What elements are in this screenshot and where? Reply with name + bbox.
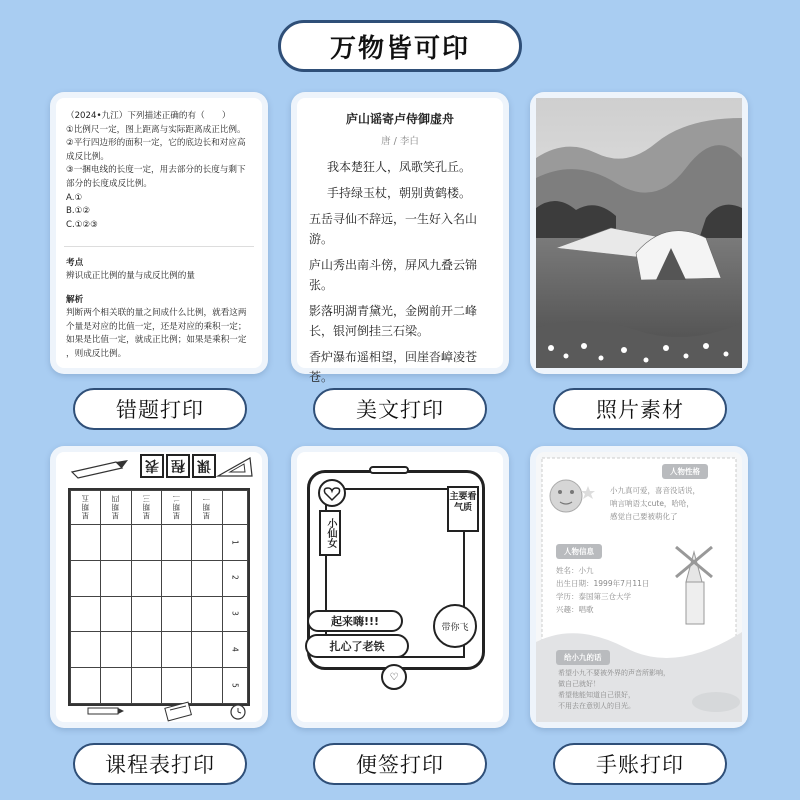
pencil-icon	[70, 458, 130, 478]
period-cell: 3	[222, 596, 247, 632]
poem-title: 庐山谣寄卢侍御虚舟	[345, 112, 454, 126]
pen-icon	[86, 704, 126, 718]
card-wrong-questions[interactable]	[50, 92, 268, 374]
poem-line: 我本楚狂人，凤歌笑孔丘。	[326, 160, 471, 174]
label-notes[interactable]: 便签打印	[313, 743, 487, 785]
corner-cell	[222, 491, 247, 525]
poem-line: 手持绿玉杖，朝别黄鹤楼。	[326, 186, 471, 200]
photo-frame	[536, 98, 742, 368]
question-line: ①比例尺一定，图上距离与实际距离成正比例。	[66, 124, 246, 135]
text-line: 出生日期：1999年7月11日	[556, 579, 650, 588]
label-articles[interactable]: 美文打印	[313, 388, 487, 430]
card-photos[interactable]	[530, 92, 748, 374]
circle-badge: 带你飞	[433, 604, 477, 648]
day-header: 星期五	[71, 491, 101, 525]
schedule-title	[140, 454, 216, 478]
day-header: 星期二	[161, 491, 191, 525]
card-journal[interactable]	[530, 446, 748, 728]
schedule-grid	[68, 488, 250, 706]
schedule-sheet	[56, 452, 262, 722]
day-header: 星期四	[101, 491, 131, 525]
schedule-title-char: 程	[166, 454, 190, 478]
question-line: 部分的长度成反比例。	[66, 178, 152, 189]
question-line: （2024•九江）下列描述正确的有（ ）	[66, 111, 231, 121]
period-cell: 1	[222, 525, 247, 561]
analysis-line: 个量是对应的比值一定，还是对应的乘积一定；	[66, 321, 247, 332]
card-notes[interactable]	[291, 446, 509, 728]
text-line: 希望他能知道自己很好，	[558, 691, 635, 699]
question-line: ③一捆电线的长度一定，用去部分的长度与剩下	[66, 165, 246, 176]
period-cell: 5	[222, 668, 247, 704]
section-heading: 给小九的话	[556, 650, 610, 665]
period-cell: 2	[222, 560, 247, 596]
schedule-title-char: 课	[192, 454, 216, 478]
label-journal[interactable]: 手账打印	[553, 743, 727, 785]
landscape-photo	[536, 98, 742, 368]
question-option: C.①②③	[66, 219, 98, 230]
question-option: B.①②	[66, 206, 91, 217]
section-text	[556, 564, 649, 616]
clock-icon	[228, 702, 248, 720]
journal-sheet	[536, 452, 742, 722]
schedule-table	[70, 490, 248, 704]
phone-speaker	[369, 466, 409, 474]
text-line: 姓名：小九	[556, 566, 594, 575]
question-option: A.①	[66, 192, 83, 203]
card-schedule[interactable]	[50, 446, 268, 728]
point-body: 辨识成正比例的量与成反比例的量	[66, 271, 195, 282]
text-line: 学历：泰国第三仓大学	[556, 592, 631, 601]
label-wrong-questions[interactable]: 错题打印	[73, 388, 247, 430]
point-heading: 考点	[66, 258, 84, 269]
analysis-heading: 解析	[66, 294, 84, 305]
section-text	[558, 668, 670, 712]
home-button: ♡	[381, 664, 407, 690]
poem-sheet	[297, 98, 503, 384]
notes-sheet	[297, 452, 503, 722]
ruler-icon	[216, 456, 254, 478]
top-tag: 主要看气质	[447, 486, 479, 532]
divider	[64, 246, 254, 247]
poem-line: 影落明湖青黛光，金阙前开二峰长，银河倒挂三石梁。	[309, 304, 478, 338]
poem-line: 庐山秀出南斗傍，屏风九叠云锦张。	[309, 258, 478, 292]
analysis-line: 判断两个相关联的量之间成什么比例，就看这两	[66, 307, 247, 318]
card-articles[interactable]	[291, 92, 509, 384]
page-title: 万物皆可印	[278, 20, 522, 72]
section-heading: 人物性格	[662, 464, 708, 479]
speech-bubble: 起来嗨!!!	[307, 610, 403, 632]
schedule-title-char: 表	[140, 454, 164, 478]
section-heading: 人物信息	[556, 544, 602, 559]
side-tag: 小仙女	[319, 510, 341, 556]
text-line: 做自己就好！	[558, 680, 600, 688]
text-line: 呐言呐语太cute，哈哈，	[610, 499, 694, 508]
analysis-line: 如果是比值一定，就成正比例；如果是乘积一定	[66, 335, 247, 346]
text-line: 不用去在意别人的目光。	[558, 702, 635, 710]
question-line: 成反比例。	[66, 151, 109, 162]
speech-bubble: 扎心了老铁	[305, 634, 409, 658]
poem-author: 唐 / 李白	[381, 136, 419, 147]
text-line: 感觉自己要被萌化了	[610, 512, 678, 521]
label-photos[interactable]: 照片素材	[553, 388, 727, 430]
day-header: 星期三	[131, 491, 161, 525]
heart-icon	[315, 478, 349, 508]
book-icon	[164, 702, 194, 720]
text-line: 希望小九不要被外界的声音所影响，	[558, 669, 670, 677]
poem-line: 五岳寻仙不辞远，一生好入名山游。	[309, 212, 478, 246]
question-line: ②平行四边形的面积一定，它的底边长和对应高	[66, 138, 246, 149]
poem-line: 香炉瀑布遥相望，回崖沓嶂凌苍苍。	[309, 350, 478, 384]
label-schedule[interactable]: 课程表打印	[73, 743, 247, 785]
text-line: 兴趣：唱歌	[556, 605, 594, 614]
question-text	[56, 98, 262, 232]
section-text	[610, 484, 700, 523]
text-line: 小九真可爱，喜音没话说，	[610, 486, 700, 495]
day-header: 星期一	[192, 491, 222, 525]
question-sheet	[56, 98, 262, 368]
period-cell: 4	[222, 632, 247, 668]
analysis-line: ，则成反比例。	[66, 348, 127, 359]
